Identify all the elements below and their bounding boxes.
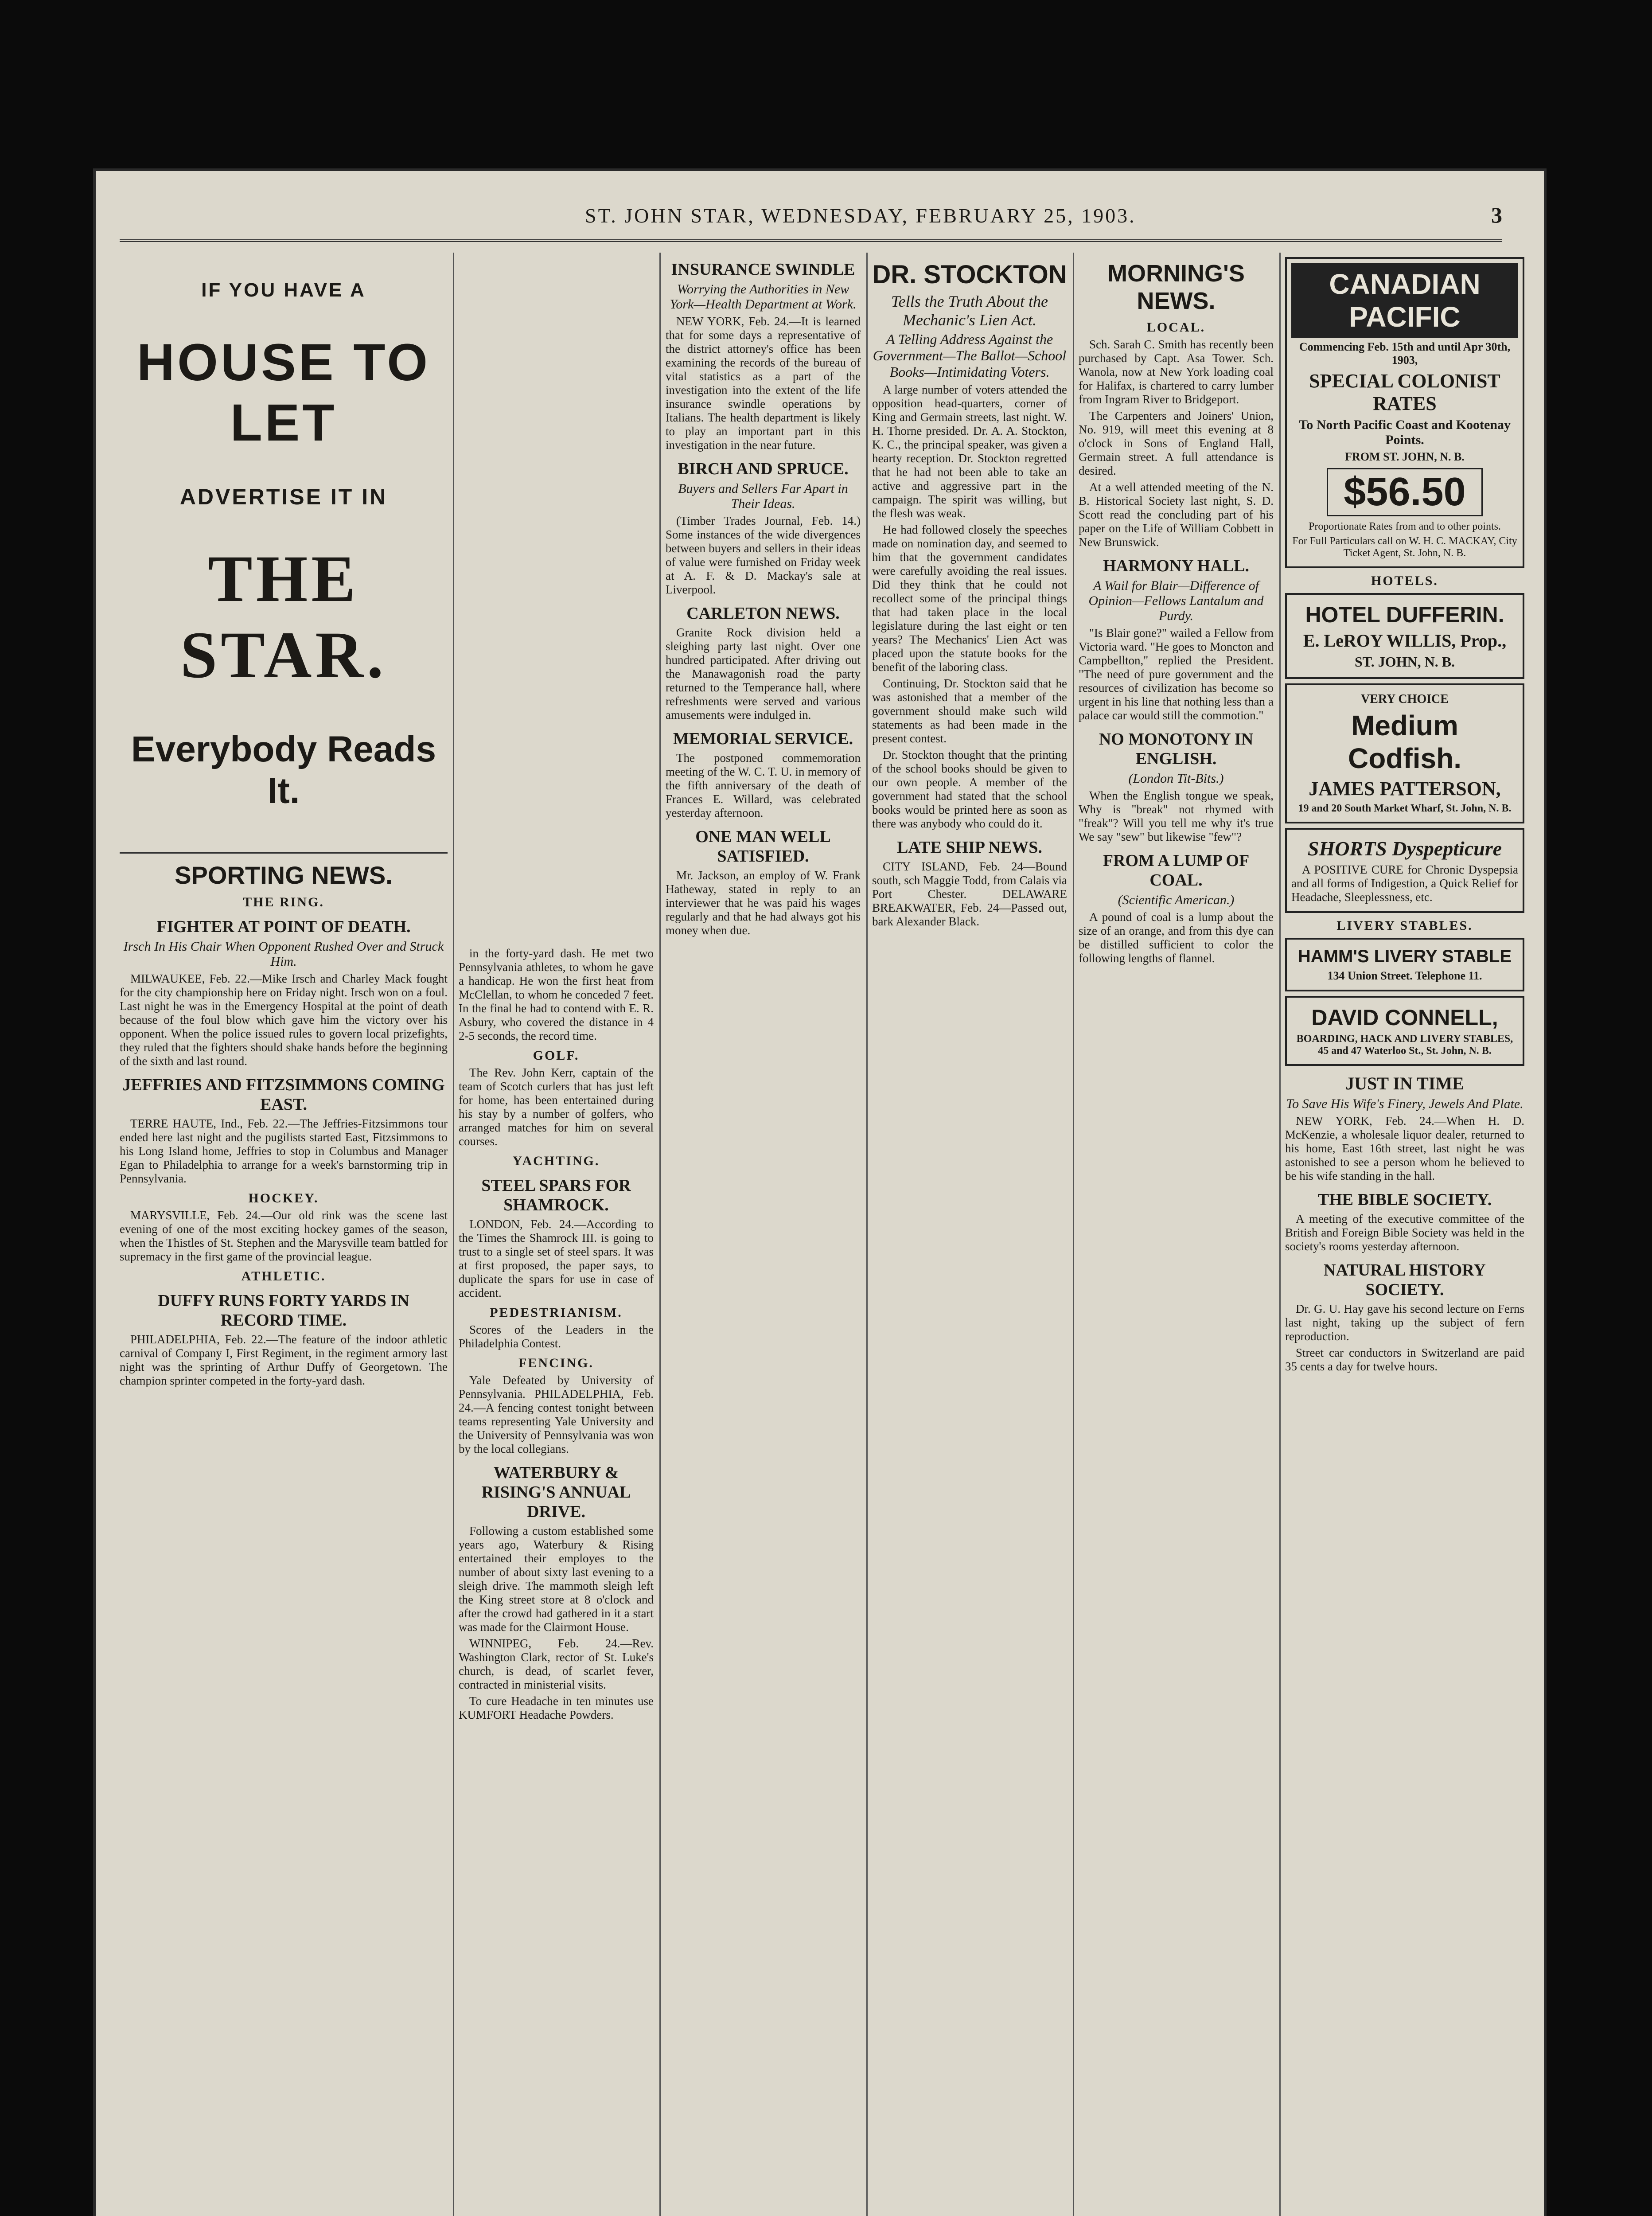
very-choice: VERY CHOICE [1361,692,1449,706]
ad-line-3: ADVERTISE IT IN [179,484,388,509]
cpr-headline: SPECIAL COLONIST RATES [1309,370,1500,414]
cpr-from: FROM ST. JOHN, N. B. [1345,450,1465,463]
article-headline: CARLETON NEWS. [686,604,840,623]
article-headline: ONE MAN WELL SATISFIED. [695,827,831,866]
hotels-heading: HOTELS. [1371,574,1438,588]
article-body: Yale Defeated by University of Pennsylvania. PHILADELPHIA, Feb. 24.—A fencing contest tonight between teams representing Yale University and the University of Pennsylvania was won by the local collegians. [459,1373,654,1455]
hotel-prop: E. LeROY WILLIS, Prop., [1303,631,1507,651]
article-body: in the forty-yard dash. He met two Pennsylvania athletes, to whom he gave a handicap. He won the first heat from McClellan, to whom he conceded 7 feet. In the final he had to contend with E. R. Asbury, who covered the distance in 4 2-5 seconds, the record time. [459,947,654,1042]
article-headline: FIGHTER AT POINT OF DEATH. [156,917,411,936]
cpr-note: Proportionate Rates from and to other points. [1309,521,1501,532]
article-headline: DR. STOCKTON [872,260,1067,289]
yachting-heading: YACHTING. [512,1154,600,1168]
article-body: Dr. G. U. Hay gave his second lecture on Ferns last night, taking up the subject of fern reproduction. [1285,1302,1524,1343]
column-rule [1073,253,1074,2216]
article-headline: DUFFY RUNS FORTY YARDS IN RECORD TIME. [158,1291,409,1330]
article-body: The Carpenters and Joiners' Union, No. 919, will meet this evening at 8 o'clock in Sons of England Hall, Germain street. A full attendance is desired. [1079,409,1274,477]
cpr-sub: To North Pacific Coast and Kootenay Points. [1298,417,1511,447]
cpr-dates: Commencing Feb. 15th and until Apr 30th, 1903, [1299,340,1511,367]
house-to-let-ad [120,279,448,812]
article-body: MARYSVILLE, Feb. 24.—Our old rink was the scene last evening of one of the most exciting hockey games of the season, when the Thistles of St. Stephen and the Marysville team battled for supremacy in the first game of the provincial league. [120,1209,448,1263]
article-body: When the English tongue we speak, Why is "break" not rhymed with "freak"? Will you tell me why it's true We say "sew" but likewise "few"? [1079,789,1274,843]
pedestrianism-heading: PEDESTRIANISM. [490,1305,623,1320]
article-headline: THE BIBLE SOCIETY. [1317,1190,1492,1209]
article-body: Mr. Jackson, an employ of W. Frank Hatheway, stated in reply to an interviewer that he was paid his wages regularly and that he had always got his money when due. [666,869,861,937]
article-headline: FROM A LUMP OF COAL. [1103,851,1250,890]
hotel-city: ST. JOHN, N. B. [1354,654,1455,670]
column-1 [120,253,448,2216]
patterson: JAMES PATTERSON, [1309,778,1501,800]
article-body: MILWAUKEE, Feb. 22.—Mike Irsch and Charley Mack fought for the city championship here on Friday night. Irsch won on a foul. Last night he was in the Emergency Hospital at the point of death because of the foul blow which gave him the victory over his opponent. When the police issued rules to govern local prizefights, they ruled that the fighters should shake hands before the beginning of the sixth and last round. [120,972,448,1068]
article-headline: WATERBURY & RISING'S ANNUAL DRIVE. [481,1463,631,1521]
article-headline: NATURAL HISTORY SOCIETY. [1324,1261,1486,1299]
article-headline: MORNING'S NEWS. [1107,260,1245,314]
hamm-name: HAMM'S LIVERY STABLE [1297,947,1512,966]
article-body: Continuing, Dr. Stockton said that he was astonished that a member of the government should make such wild statements as had been made in the present contest. [872,677,1067,745]
hotel-dufferin-ad [1285,593,1524,679]
article-body: (Timber Trades Journal, Feb. 14.) Some instances of the wide divergences between buyers and sellers in their ideas of value were furnished on Friday week at A. F. & D. Mackay's sale at Liverpool. [666,514,861,596]
patterson-addr: 19 and 20 South Market Wharf, St. John, N. B. [1298,803,1512,814]
article-body: NEW YORK, Feb. 24.—When H. D. McKenzie, a wholesale liquor dealer, returned to his home, East 16th street, last night he was astonished to see a person whom he believed to be his wife standing in the hall. [1285,1114,1524,1182]
codfish-ad [1285,683,1524,823]
hockey-heading: HOCKEY. [248,1191,319,1206]
article-body: A meeting of the executive committee of the British and Foreign Bible Society was held in the society's rooms yesterday afternoon. [1285,1212,1524,1253]
divider [120,852,448,854]
article-body: The postponed commemoration meeting of the W. C. T. U. in memory of the fifth anniversary of the death of Frances E. Willard, was celebrated yesterday afternoon. [666,751,861,819]
hamm-addr: 134 Union Street. Telephone 11. [1327,969,1482,982]
article-headline: MEMORIAL SERVICE. [673,730,853,748]
article-headline: BIRCH AND SPRUCE. [678,460,849,478]
column-4 [872,253,1067,2216]
article-body: CITY ISLAND, Feb. 24—Bound south, sch Maggie Todd, from Calais via Port Chester. DELAWARE BREAKWATER, Feb. 24—Passed out, bark Alexander Black. [872,860,1067,928]
article-body: To cure Headache in ten minutes use KUMFORT Headache Powders. [459,1694,654,1721]
column-5 [1079,253,1274,2216]
connell-name: DAVID CONNELL, [1311,1005,1498,1030]
article-headline: HARMONY HALL. [1103,557,1250,575]
article-body: TERRE HAUTE, Ind., Feb. 22.—The Jeffries-Fitzsimmons tour ended here last night and the pugilists started East, Fitzsimmons to his Long Island home, Jeffries to stop in Columbus and Manager Egan to Philadelphia to arrange for a week's barnstorming trip in Pennsylvania. [120,1117,448,1185]
article-body: Scores of the Leaders in the Philadelphia Contest. [459,1323,654,1350]
cpr-price: $56.50 [1327,468,1483,516]
article-body: NEW YORK, Feb. 24.—It is learned that for some days a representative of the district attorney's office has been examining the records of the bureau of vital statistics as a part of the investigation into the extent of the life insurance swindle operations by Italians. The health department is likely to play an important part in this investigation in the near future. [666,315,861,452]
local-heading: LOCAL. [1146,320,1206,335]
connell-sub: BOARDING, HACK AND LIVERY STABLES, 45 and 47 Waterloo St., St. John, N. B. [1296,1033,1513,1057]
athletic-heading: ATHLETIC. [241,1269,326,1284]
article-body: WINNIPEG, Feb. 24.—Rev. Washington Clark, rector of St. Luke's church, is dead, of scarlet fever, contracted in ministerial visits. [459,1637,654,1691]
ad-line-5: Everybody Reads It. [131,729,436,811]
column-6 [1285,253,1524,2216]
ad-line-2: HOUSE TO LET [136,333,431,452]
codfish: Medium Codfish. [1348,710,1461,774]
shorts-name: SHORTS Dyspepticure [1307,837,1502,860]
article-subhead: Worrying the Authorities in New York—Health Department at Work. [670,282,857,312]
article-body: Sch. Sarah C. Smith has recently been purchased by Capt. Asa Tower. Sch. Wanola, now at New York loading coal for Halifax, is chartered to carry lumber from Ingram River to Bridgeport. [1079,338,1274,406]
article-headline: INSURANCE SWINDLE [671,260,855,279]
page-number: 3 [1491,203,1502,227]
article-body: PHILADELPHIA, Feb. 22.—The feature of the indoor athletic carnival of Company I, First Regiment, in the regiment armory last night was the sprinting of Arthur Duffy of Georgetown. The champion sprinter competed in the forty-yard dash. [120,1333,448,1387]
article-body: "Is Blair gone?" wailed a Fellow from Victoria ward. "He goes to Moncton and Campbellton," replied the President. "The need of pure government and the resources of civilization has become so urgent in his line that nothing less than a palace car would still the commotion." [1079,626,1274,722]
article-body: At a well attended meeting of the N. B. Historical Society last night, S. D. Scott read the concluding part of his paper on the Life of William Cobbett in New Brunswick. [1079,480,1274,549]
article-headline: JUST IN TIME [1345,1073,1464,1093]
golf-heading: GOLF. [533,1048,580,1063]
article-subhead: (London Tit-Bits.) [1128,771,1224,786]
cpr-name: CANADIAN PACIFIC [1291,263,1518,338]
shorts-ad [1285,828,1524,913]
article-body: Granite Rock division held a sleighing party last night. Over one hundred participated. After driving out the Manawagonish road the party returned to the Temperance hall, where refreshments were served and various amusements were indulged in. [666,626,861,722]
ad-line-4: THE STAR. [180,542,387,692]
article-subhead: Tells the Truth About the Mechanic's Lien Act. [891,293,1048,329]
livery-heading: LIVERY STABLES. [1336,918,1473,933]
ad-line-1: IF YOU HAVE A [201,279,366,301]
article-subhead: A Telling Address Against the Government—The Ballot—School Books—Intimidating Voters. [873,331,1067,380]
article-body: LONDON, Feb. 24.—According to the Times the Shamrock III. is going to trust to a single set of steel spars. It was at first proposed, the paper says, to duplicate the spars for use in case of accident. [459,1217,654,1299]
article-subhead: To Save His Wife's Finery, Jewels And Plate. [1286,1096,1523,1111]
hamm-ad [1285,938,1524,991]
article-body: Street car conductors in Switzerland are paid 35 cents a day for twelve hours. [1285,1346,1524,1373]
article-headline: JEFFRIES AND FITZSIMMONS COMING EAST. [122,1076,445,1114]
column-rule [453,253,454,2216]
column-rule [866,253,868,2216]
article-headline: STEEL SPARS FOR SHAMROCK. [481,1176,631,1214]
folio-line: ST. JOHN STAR, WEDNESDAY, FEBRUARY 25, 1903. [585,204,1136,227]
article-subhead: Buyers and Sellers Far Apart in Their Ideas. [678,481,848,511]
article-headline: NO MONOTONY IN ENGLISH. [1099,730,1254,768]
fencing-heading: FENCING. [518,1356,594,1370]
article-body: A large number of voters attended the opposition head-quarters, corner of King and Germain streets, last night. W. H. Thorne presided. Dr. A. A. Stockton, K. C., the principal speaker, was given a hearty reception. Dr. Stockton regretted that he had not been able to take an active and aggressive part in the campaign. The spirit was willing, but the flesh was weak. [872,383,1067,520]
newspaper-page [93,168,1547,2216]
article-body: Following a custom established some years ago, Waterbury & Rising entertained their employes to the number of about sixty last evening to a sleigh drive. The mammoth sleigh left the King street store at 8 o'clock and after the crowd had gathered in it a start was made for the Clairmont House. [459,1524,654,1634]
article-body: The Rev. John Kerr, captain of the team of Scotch curlers that has just left for home, has been entertained during his stay by a number of golfers, who arranged matches for him on several courses. [459,1066,654,1148]
connell-ad [1285,996,1524,1066]
article-body: A pound of coal is a lump about the size of an orange, and from this dye can be distilled sufficient to color the following lengths of flannel. [1079,910,1274,965]
article-headline: LATE SHIP NEWS. [897,838,1042,857]
column-3 [666,253,861,2216]
column-rule [1279,253,1281,2216]
sporting-title: SPORTING NEWS. [175,861,393,889]
cpr-contact: For Full Particulars call on W. H. C. MACKAY, City Ticket Agent, St. John, N. B. [1292,535,1517,559]
masthead [120,199,1502,242]
article-subhead: Irsch In His Chair When Opponent Rushed Over and Struck Him. [123,939,444,969]
hotel-name: HOTEL DUFFERIN. [1305,602,1504,627]
ring-heading: THE RING. [243,895,324,909]
cpr-ad [1285,257,1524,568]
article-subhead: A Wail for Blair—Difference of Opinion—Fellows Lantalum and Purdy. [1088,578,1264,623]
column-2 [459,944,654,2216]
column-rule [659,253,661,2216]
shorts-text: A POSITIVE CURE for Chronic Dyspepsia and all forms of Indigestion, a Quick Relief for Headache, Sleeplessness, etc. [1291,863,1518,904]
article-body: Dr. Stockton thought that the printing of the school books should be given to our own people. A member of the government had stated that the school books would be printed here as soon as there was anybody who could do it. [872,748,1067,830]
article-body: He had followed closely the speeches made on nomination day, and seemed to him that the government candidates were carefully avoiding the real issues. Did they think that he could not recollect some of the principal things that had taken place in the local legislature during the last eight or ten years? The Mechanics' Lien Act was placed upon the statute books for the benefit of the laboring class. [872,523,1067,674]
article-subhead: (Scientific American.) [1118,893,1235,907]
